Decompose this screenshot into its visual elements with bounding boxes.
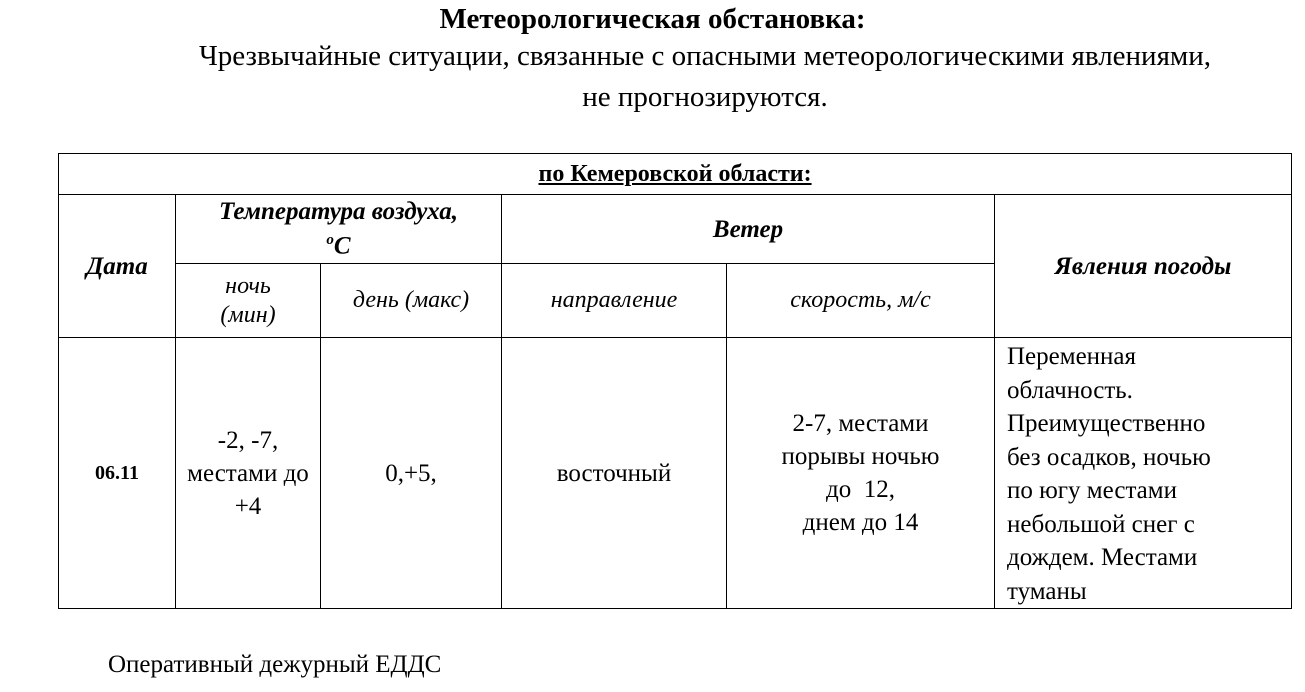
subheader-night: [176, 264, 321, 338]
subtitle-line-1: Чрезвычайные ситуации, связанные с опасными метеорологическими явлениями,: [198, 40, 1212, 72]
header-temperature-degree: o: [326, 232, 334, 249]
cell-speed-line2: порывы ночью: [781, 443, 940, 470]
cell-night-line1: -2, -7,: [217, 426, 279, 454]
header-temperature: [176, 195, 502, 264]
header-wind: Ветер: [502, 195, 995, 264]
cell-phenomena: [995, 338, 1292, 609]
table-row: [59, 338, 1292, 609]
header-temperature-label: Температура воздуха,: [218, 198, 458, 226]
header-temperature-unit: C: [333, 232, 351, 260]
subheader-day: день (макс): [321, 264, 502, 338]
phenomena-line: дождем. Местами: [1007, 544, 1198, 571]
cell-wind-direction: восточный: [502, 338, 727, 609]
subheader-night-line1: ночь: [225, 272, 271, 299]
region-title: по Кемеровской области:: [59, 154, 1292, 195]
footer-signature: Оперативный дежурный ЕДДС: [108, 651, 442, 678]
document-heading: [0, 2, 1305, 118]
phenomena-line: без осадков, ночью: [1007, 443, 1211, 471]
subheader-direction: направление: [502, 264, 727, 338]
phenomena-line: облачность.: [1007, 376, 1133, 404]
cell-night-line3: +4: [234, 492, 262, 520]
phenomena-line: Преимущественно: [1007, 410, 1206, 437]
header-date: Дата: [59, 195, 176, 338]
subheader-speed: скорость, м/с: [727, 264, 995, 338]
phenomena-line: Переменная: [1007, 343, 1137, 370]
cell-speed-line1: 2-7, местами: [792, 410, 929, 437]
cell-night-temperature: [176, 338, 321, 609]
phenomena-line: по югу местами: [1007, 477, 1177, 504]
phenomena-line: небольшой снег с: [1007, 510, 1195, 538]
subheader-night-line2: (мин): [220, 301, 276, 328]
cell-speed-line4: днем до 14: [802, 509, 919, 536]
region-row: [59, 154, 1292, 195]
header-phenomena: Явления погоды: [995, 195, 1292, 338]
cell-night-line2: местами до: [187, 459, 309, 487]
phenomena-line: туманы: [1007, 577, 1087, 605]
weather-forecast-table: [58, 153, 1292, 609]
cell-speed-line3: до 12,: [826, 476, 895, 503]
cell-wind-speed: [727, 338, 995, 609]
subtitle-line-2: не прогнозируются.: [582, 81, 828, 113]
page-title: Метеорологическая обстановка:: [439, 3, 866, 35]
cell-date: 06.11: [59, 338, 176, 609]
cell-day-temperature: 0,+5,: [321, 338, 502, 609]
header-row: [59, 195, 1292, 264]
